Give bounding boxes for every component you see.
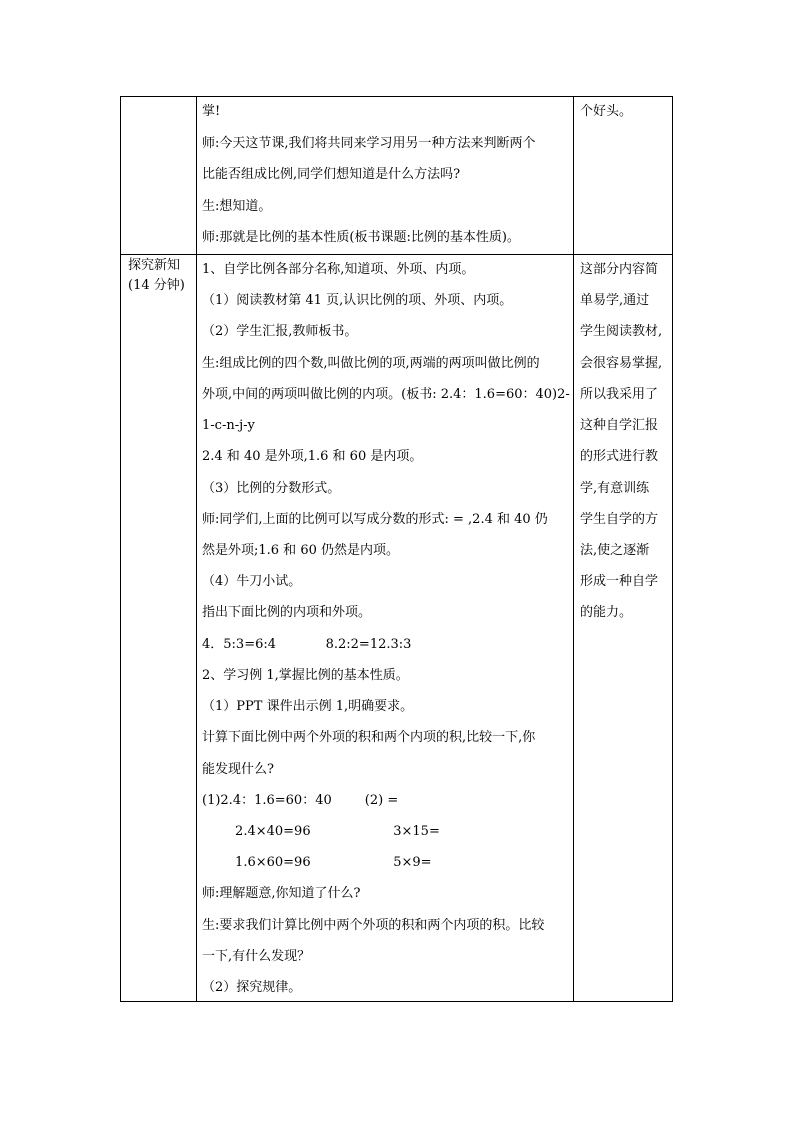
row2-line: 外项,中间的两项叫做比例的内项。(板书: 2.4：1.6=60：40)2-: [202, 387, 570, 402]
table-column-divider-2: [573, 96, 574, 1002]
row2-note-line: 法,使之逐渐: [580, 543, 650, 558]
row2-note-line: 这部分内容简: [580, 262, 659, 277]
row2-line: 生:组成比例的四个数,叫做比例的项,两端的两项叫做比例的: [202, 356, 540, 371]
row2-note-line: 学生阅读教材,: [580, 324, 663, 339]
row2-line: 一下,有什么发现？: [202, 949, 311, 964]
row2-note-line: 学,有意训练: [580, 481, 650, 496]
row2-line: 师:同学们,上面的比例可以写成分数的形式: = ,2.4 和 40 仍: [202, 512, 548, 527]
row2-line: 2.4 和 40 是外项,1.6 和 60 是内项。: [202, 449, 423, 464]
row2-note-line: 单易学,通过: [580, 293, 650, 308]
row1-line: 师:今天这节课,我们将共同来学习用另一种方法来判断两个: [202, 136, 536, 151]
row2-line: 1、自学比例各部分名称,知道项、外项、内项。: [202, 262, 475, 277]
row2-line: 师:理解题意,你知道了什么?: [202, 886, 361, 901]
table-border-bottom: [120, 1001, 673, 1002]
table-row-divider: [120, 254, 673, 255]
table-border-top: [120, 96, 673, 97]
row2-line: 2.4×40=96 3×15=: [202, 824, 440, 839]
row2-line: （2）学生汇报,教师板书。: [202, 324, 358, 339]
section-title: 探究新知: [128, 258, 181, 273]
section-duration: (14 分钟): [128, 278, 185, 293]
row1-note: 个好头。: [580, 104, 633, 119]
row1-line: 师:那就是比例的基本性质(板书课题:比例的基本性质)。: [202, 230, 520, 245]
row2-line: （1）PPT 课件出示例 1,明确要求。: [202, 699, 414, 714]
row1-line: 比能否组成比例,同学们想知道是什么方法吗?: [202, 167, 461, 182]
lesson-plan-table: [120, 96, 673, 1002]
row2-note-line: 的能力。: [580, 605, 633, 620]
row2-line: 生:要求我们计算比例中两个外项的积和两个内项的积。比较: [202, 918, 545, 933]
row2-line: 然是外项;1.6 和 60 仍然是内项。: [202, 543, 399, 558]
row2-line: （4）牛刀小试。: [202, 574, 302, 589]
table-column-divider-1: [196, 96, 197, 1002]
table-border-right: [672, 96, 673, 1002]
row2-note-line: 学生自学的方: [580, 512, 659, 527]
row1-line: 生:想知道。: [202, 199, 272, 214]
row2-line: 4．5:3=6:4 8.2:2=12.3:3: [202, 637, 412, 652]
row2-note-line: 所以我采用了: [580, 387, 659, 402]
row2-line: （1）阅读教材第 41 页,认识比例的项、外项、内项。: [202, 293, 513, 308]
row2-note-line: 形成一种自学: [580, 574, 659, 589]
row2-note-line: 这种自学汇报: [580, 418, 659, 433]
row2-line: 能发现什么?: [202, 762, 274, 777]
row2-line: (1)2.4：1.6=60：40 (2) =: [202, 793, 399, 808]
row2-line: 1-c-n-j-y: [202, 418, 255, 433]
row2-note-line: 的形式进行教: [580, 449, 659, 464]
row2-line: 计算下面比例中两个外项的积和两个内项的积,比较一下,你: [202, 730, 536, 745]
row2-line: 指出下面比例的内项和外项。: [202, 605, 372, 620]
row2-line: （2）探究规律。: [202, 980, 302, 995]
table-border-left: [120, 96, 121, 1002]
row2-line: 1.6×60=96 5×9=: [202, 855, 432, 870]
row1-line: 掌!: [202, 104, 221, 119]
row2-line: （3）比例的分数形式。: [202, 481, 341, 496]
row2-line: 2、学习例 1,掌握比例的基本性质。: [202, 668, 409, 683]
row2-note-line: 会很容易掌握,: [580, 356, 663, 371]
